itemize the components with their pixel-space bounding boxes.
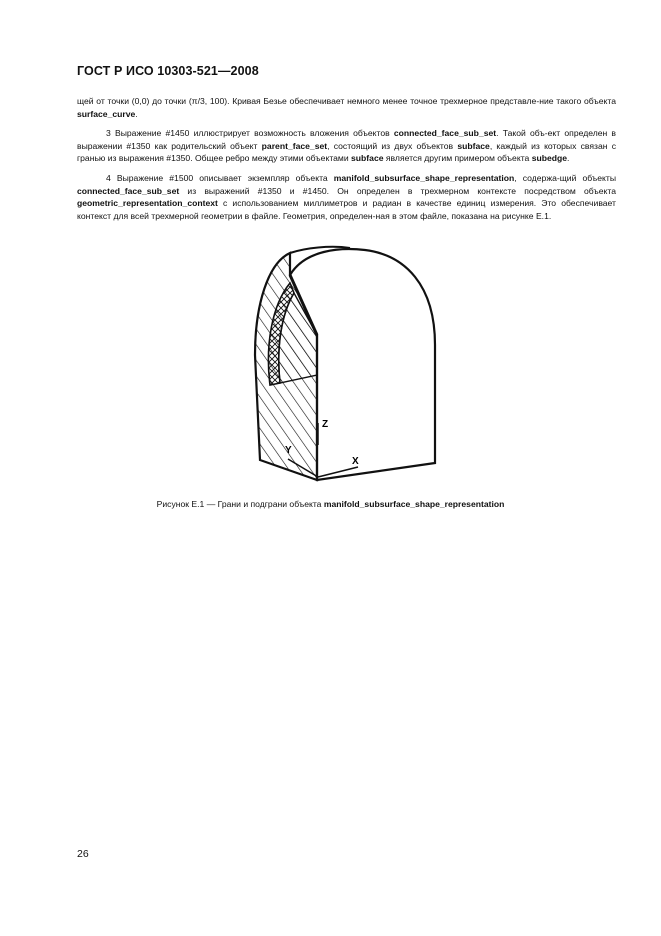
text-run: с использованием миллиметров и радиан в качестве единиц измерения. Это обеспечивает контекст для всей трехмерной геометрии в файле. Геометрия, определен-ная в этом файле, показана на рисунке Е.1.: [77, 198, 616, 221]
manifold-shape-drawing: [230, 245, 450, 485]
text-run: щей от точки (0,0) до точки (π/3, 100). Кривая Безье обеспечивает немного менее точное трехмерное представле-ние такого объекта: [77, 96, 616, 106]
text-run: .: [567, 153, 570, 164]
paragraph: [77, 172, 616, 222]
entity-name: subface: [351, 153, 384, 164]
text-run: , состоящий из двух объектов: [327, 140, 458, 151]
axis-label-y: Y: [285, 445, 292, 456]
page-number: 26: [77, 848, 89, 860]
paragraph: [77, 127, 616, 165]
entity-name: parent_face_set: [261, 140, 328, 151]
text-run: .: [135, 108, 138, 119]
axis-label-x: X: [352, 456, 359, 467]
document-header: ГОСТ Р ИСО 10303-521—2008: [77, 64, 259, 78]
entity-name: surface_curve: [77, 108, 136, 119]
text-run: 4 Выражение #1500 описывает экземпляр объекта: [106, 172, 334, 183]
caption-prefix: Рисунок Е.1 — Грани и подграни объекта: [156, 499, 324, 509]
caption-entity: manifold_subsurface_shape_representation: [323, 499, 505, 509]
figure-caption: [0, 499, 661, 509]
text-run: , содержа-щий объекты: [514, 172, 616, 183]
text-run: из выражений #1350 и #1450. Он определен в трехмерном контексте посредством объекта: [179, 185, 616, 196]
entity-name: subface: [457, 140, 490, 151]
paragraph: [77, 95, 616, 120]
figure-e1: [230, 245, 450, 485]
entity-name: geometric_representation_context: [77, 198, 218, 209]
entity-name: subedge: [531, 153, 568, 164]
text-run: . Такой объ-ект определен в выражении #1350 как родительский объект: [77, 128, 616, 151]
axis-label-z: Z: [322, 419, 329, 430]
entity-name: connected_face_sub_set: [77, 185, 180, 196]
entity-name: manifold_subsurface_shape_representation: [333, 172, 515, 183]
body-text: [77, 95, 616, 222]
text-run: 3 Выражение #1450 иллюстрирует возможность вложения объектов: [106, 128, 394, 139]
text-run: является другим примером объекта: [383, 153, 532, 164]
text-run: , каждый из которых связан с гранью из выражения #1350. Общее ребро между этими объектами: [77, 140, 616, 164]
entity-name: connected_face_sub_set: [393, 128, 497, 139]
